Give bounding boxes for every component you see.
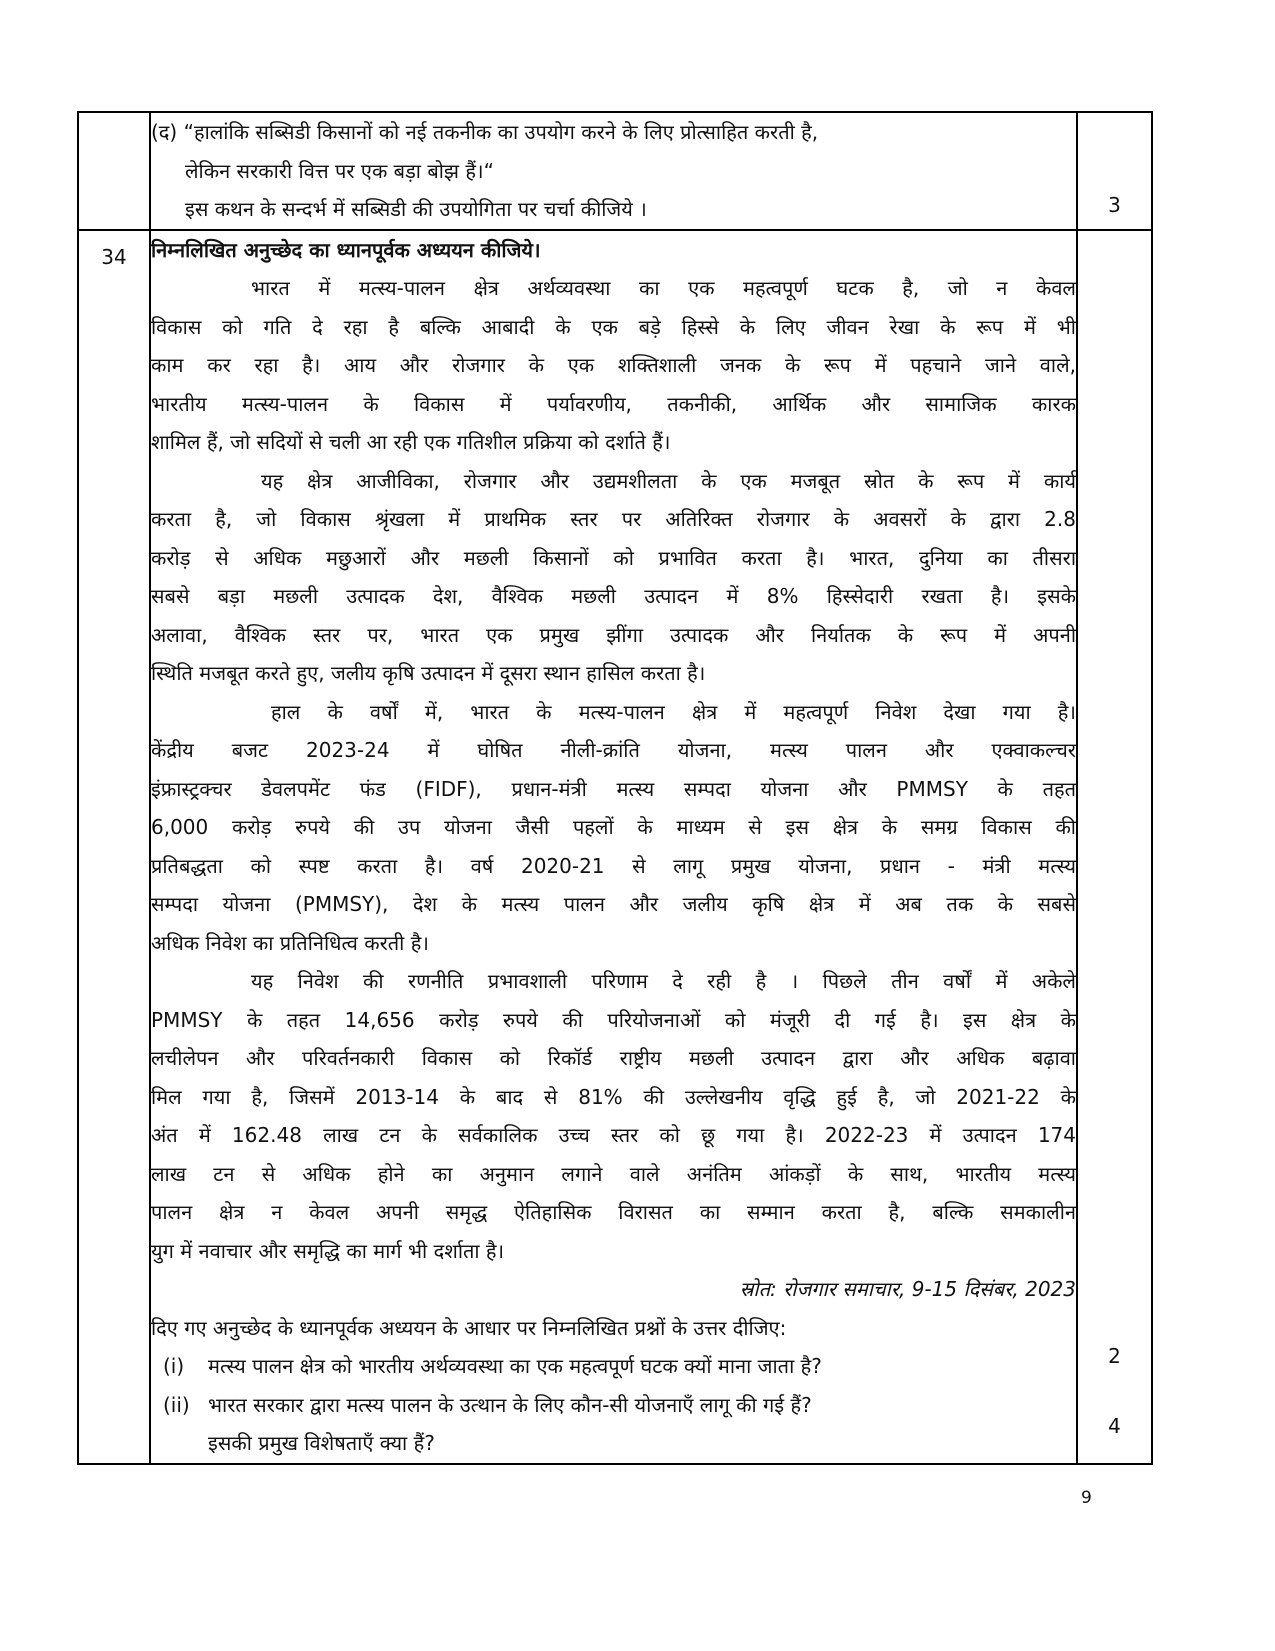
marks-value: 3 bbox=[1108, 193, 1121, 217]
passage-paragraph bbox=[151, 269, 1076, 462]
question-number-cell bbox=[78, 230, 150, 1464]
sub-question-text: इसकी प्रमुख विशेषताएँ क्या हैं? bbox=[208, 1431, 435, 1455]
passage-line: करोड़ से अधिक मछुआरों और मछली किसानों को प्रभावित करता है। भारत, दुनिया का तीसरा bbox=[151, 545, 1076, 570]
question-content-prev bbox=[150, 112, 1077, 230]
passage-line: भारतीय मत्स्य-पालन के विकास में पर्यावरणीय, तकनीकी, आर्थिक और सामाजिक कारक bbox=[151, 391, 1076, 416]
question-text-line: इस कथन के सन्दर्भ में सब्सिडी की उपयोगिता पर चर्चा कीजिये । bbox=[185, 197, 647, 221]
question-text-line: (द) “हालांकि सब्सिडी किसानों को नई तकनीक का उपयोग करने के लिए प्रोत्साहित करती है, bbox=[151, 120, 819, 144]
sub-question-i bbox=[151, 1347, 1076, 1386]
question-number: 34 bbox=[101, 244, 127, 269]
question-number-cell bbox=[78, 112, 150, 230]
passage-line: केंद्रीय बजट 2023-24 में घोषित नीली-क्रांति योजना, मत्स्य पालन और एक्वाकल्चर bbox=[151, 738, 1076, 762]
sub-question-text: भारत सरकार द्वारा मत्स्य पालन के उत्थान के लिए कौन-सी योजनाएँ लागू की गई हैं? bbox=[208, 1392, 812, 1417]
question-text-line: लेकिन सरकारी वित्त पर एक बड़ा बोझ हैं।“ bbox=[185, 158, 494, 183]
passage-line: मिल गया है, जिसमें 2013-14 के बाद से 81% की उल्लेखनीय वृद्धि हुई है, जो 2021-22 के bbox=[151, 1084, 1076, 1109]
passage-line: सबसे बड़ा मछली उत्पादक देश, वैश्विक मछली उत्पादन में 8% हिस्सेदारी रखता है। इसके bbox=[151, 584, 1077, 608]
passage-line: यह क्षेत्र आजीविका, रोजगार और उद्यमशीलता के एक मजबूत स्रोत के रूप में कार्य bbox=[261, 468, 1076, 493]
passage-line: भारत में मत्स्य-पालन क्षेत्र अर्थव्यवस्था का एक महत्वपूर्ण घटक है, जो न केवल bbox=[251, 276, 1076, 300]
passage bbox=[151, 269, 1076, 1270]
passage-line: हाल के वर्षों में, भारत के मत्स्य-पालन क्षेत्र में महत्वपूर्ण निवेश देखा गया है। bbox=[271, 699, 1076, 724]
passage-line: अंत में 162.48 लाख टन के सर्वकालिक उच्च स्तर को छू गया है। 2022-23 में उत्पादन 174 bbox=[151, 1123, 1076, 1147]
passage-line: अधिक निवेश का प्रतिनिधित्व करती है। bbox=[151, 930, 429, 955]
passage-paragraph bbox=[151, 693, 1076, 963]
passage-line: काम कर रहा है। आय और रोजगार के एक शक्तिशाली जनक के रूप में पहचाने जाने वाले, bbox=[151, 353, 1076, 377]
passage-paragraph bbox=[151, 462, 1076, 693]
passage-line: युग में नवाचार और समृद्धि का मार्ग भी दर्शाता है। bbox=[151, 1238, 505, 1263]
passage-line: शामिल हैं, जो सदियों से चली आ रही एक गतिशील प्रक्रिया को दर्शाते हैं। bbox=[151, 430, 671, 454]
passage-source: स्रोत: रोजगार समाचार, 9-15 दिसंबर, 2023 bbox=[739, 1277, 1076, 1301]
question-table bbox=[77, 111, 1153, 1465]
question-row-34 bbox=[78, 230, 1152, 1464]
passage-line: पालन क्षेत्र न केवल अपनी समृद्ध ऐतिहासिक विरासत का सम्मान करता है, बल्कि समकालीन bbox=[151, 1200, 1076, 1224]
question-row-prev bbox=[78, 112, 1152, 230]
instruction-text: दिए गए अनुच्छेद के ध्यानपूर्वक अध्ययन के आधार पर निम्नलिखित प्रश्नों के उत्तर दीजिए: bbox=[151, 1315, 787, 1340]
marks-cell bbox=[1077, 112, 1152, 230]
question-content-34 bbox=[150, 230, 1077, 1464]
passage-line: स्थिति मजबूत करते हुए, जलीय कृषि उत्पादन में दूसरा स्थान हासिल करता है। bbox=[151, 661, 706, 685]
passage-line: करता है, जो विकास श्रृंखला में प्राथमिक स्तर पर अतिरिक्त रोजगार के अवसरों के द्वारा 2.8 bbox=[151, 507, 1076, 531]
sub-question-ii bbox=[151, 1386, 1076, 1463]
sub-question-label: (i) bbox=[163, 1354, 185, 1378]
passage-line: सम्पदा योजना (PMMSY), देश के मत्स्य पालन और जलीय कृषि क्षेत्र में अब तक के सबसे bbox=[151, 892, 1076, 916]
marks-value: 2 bbox=[1108, 1343, 1121, 1368]
passage-line: विकास को गति दे रहा है बल्कि आबादी के एक बड़े हिस्से के लिए जीवन रेखा के रूप में भी bbox=[151, 314, 1076, 339]
passage-line: यह निवेश की रणनीति प्रभावशाली परिणाम दे रही है । पिछले तीन वर्षों में अकेले bbox=[251, 969, 1076, 993]
passage-line: प्रतिबद्धता को स्पष्ट करता है। वर्ष 2020-21 से लागू प्रमुख योजना, प्रधान - मंत्री मत्स्य bbox=[151, 853, 1076, 878]
sub-question-label: (ii) bbox=[163, 1392, 190, 1417]
marks-cell bbox=[1077, 230, 1152, 1464]
marks-value: 4 bbox=[1108, 1413, 1121, 1438]
passage-line: लचीलेपन और परिवर्तनकारी विकास को रिकॉर्ड राष्ट्रीय मछली उत्पादन द्वारा और अधिक बढ़ावा bbox=[151, 1046, 1076, 1070]
passage-line: PMMSY के तहत 14,656 करोड़ रुपये की परियोजनाओं को मंजूरी दी गई है। इस क्षेत्र के bbox=[151, 1007, 1076, 1032]
sub-question-text: मत्स्य पालन क्षेत्र को भारतीय अर्थव्यवस्था का एक महत्वपूर्ण घटक क्यों माना जाता है? bbox=[208, 1354, 822, 1378]
passage-line: अलावा, वैश्विक स्तर पर, भारत एक प्रमुख झींगा उत्पादक और निर्यातक के रूप में अपनी bbox=[151, 622, 1076, 647]
passage-line: इंफ्रास्ट्रक्चर डेवलपमेंट फंड (FIDF), प्रधान-मंत्री मत्स्य सम्पदा योजना और PMMSY के तहत bbox=[151, 776, 1076, 801]
question-heading: निम्नलिखित अनुच्छेद का ध्यानपूर्वक अध्ययन कीजिये। bbox=[151, 237, 541, 262]
passage-paragraph bbox=[151, 962, 1076, 1270]
passage-line: लाख टन से अधिक होने का अनुमान लगाने वाले अनंतिम आंकड़ों के साथ, भारतीय मत्स्य bbox=[151, 1161, 1076, 1186]
page-number: 9 bbox=[1081, 1488, 1092, 1508]
passage-line: 6,000 करोड़ रुपये की उप योजना जैसी पहलों के माध्यम से इस क्षेत्र के समग्र विकास की bbox=[151, 815, 1076, 839]
